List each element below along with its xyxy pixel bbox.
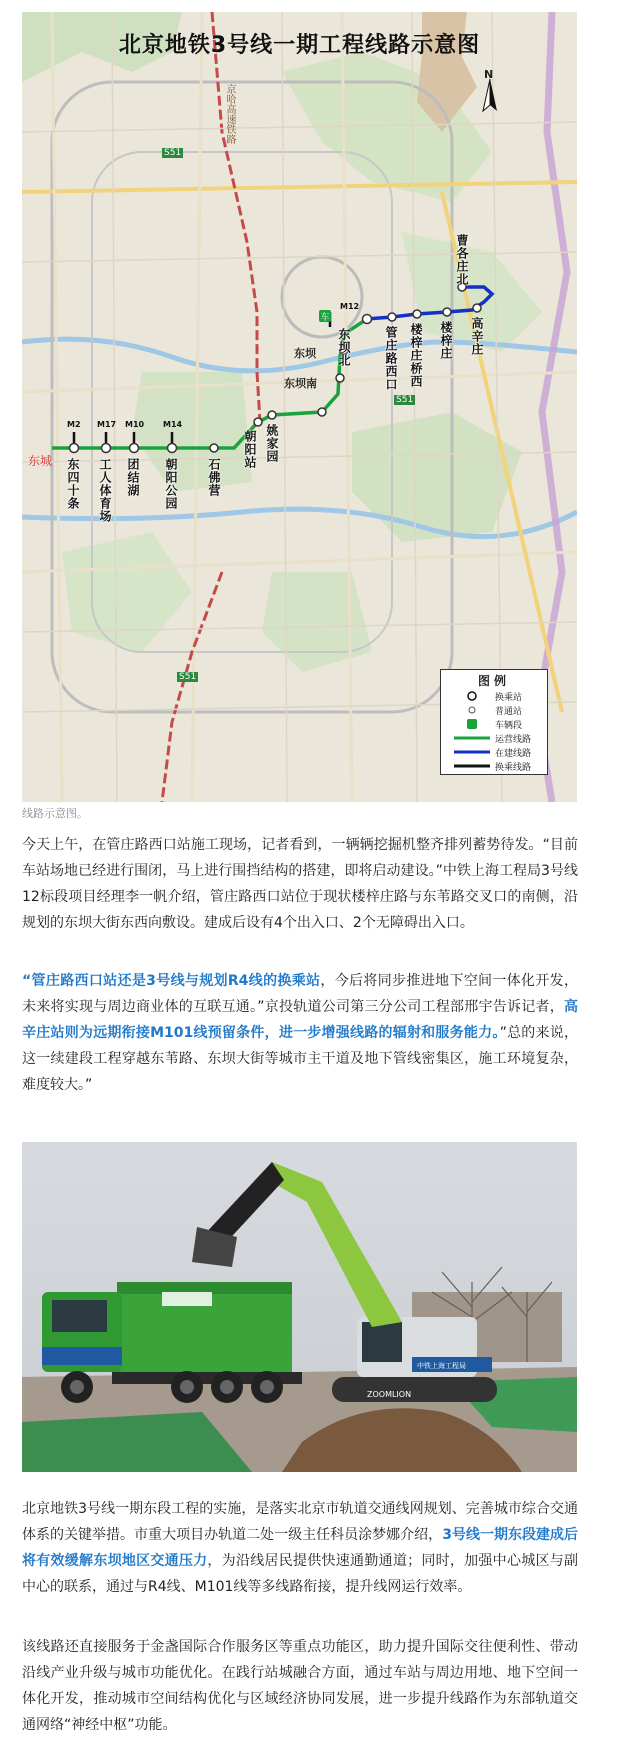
station-dongbanan: 东坝南 <box>284 377 317 390</box>
construction-line-swatch <box>452 749 492 755</box>
line-tag-m2: M2 <box>67 420 81 429</box>
district-label: 东城 <box>28 454 53 468</box>
legend-title: 图例 <box>477 674 510 688</box>
svg-text:车: 车 <box>320 313 330 323</box>
road-label-s51: S51 <box>396 395 414 405</box>
line-tag-m17: M17 <box>97 420 117 429</box>
road-label-s51: S51 <box>179 672 197 682</box>
station-guanzhuanglu-xikou: 管庄路西口 <box>384 326 398 391</box>
station-louzizhuang: 楼梓庄 <box>439 321 453 360</box>
highway-label: 京哈高速铁路 <box>224 84 235 144</box>
station-gongrentiyuchang: 工人体育场 <box>98 458 112 523</box>
transfer-line-swatch <box>452 763 492 769</box>
line-tag-m14: M14 <box>163 420 183 429</box>
excavator-truck-photo <box>22 1142 577 1472</box>
station-shifoying: 石佛营 <box>207 458 221 497</box>
depot-icon <box>465 719 479 729</box>
legend-item-depot: 车辆段 <box>441 717 547 731</box>
highlight-text: 高辛庄站则为远期衔接M101线预留条件，进一步增强线路的辐射和服务能力。 <box>22 999 578 1041</box>
transfer-station-icon <box>465 691 479 701</box>
highlight-text: 3号线一期东段建成后将有效缓解东坝地区交通压力 <box>22 1527 579 1569</box>
legend-item-transfer-line: 换乘线路 <box>441 759 547 773</box>
paragraph-2: “管庄路西口站还是3号线与规划R4线的换乘站，今后将同步推进地下空间一体化开发，未来将实现与周边商业体的互联互通。”京投轨道公司第三分公司工程部邢宇告诉记者，高辛庄站则为远期衔接M101线预留条件，进一步增强线路的辐射和服务能力。”总的来说，这一续建段工程穿越东苇路、东坝大街等城市主干道及地下管线密集区，施工环境复杂，难度较大。” <box>22 973 578 1093</box>
excavator-brand-text: ZOOMLION <box>367 1390 412 1399</box>
station-yaojiayuan: 姚家园 <box>265 424 279 463</box>
paragraph-1: 今天上午，在管庄路西口站施工现场，记者看到，一辆辆挖掘机整齐排列蓄势待发。“目前车站场地已经进行围闭，马上进行围挡结构的搭建，即将启动建设。”中铁上海工程局3号线12标段项目经理李一帆介绍，管庄路西口站位于现状楼梓庄路与东苇路交叉口的南侧，沿规划的东坝大街东西向敷设。建成后设有4个出入口、2个无障碍出入口。 <box>22 837 578 931</box>
station-louzizhuang-qiaoxi: 楼梓庄桥西 <box>409 323 423 388</box>
north-label: N <box>484 68 494 81</box>
station-chaoyangzhan: 朝阳站 <box>243 430 257 469</box>
map-legend <box>440 669 548 775</box>
highlight-text: “管庄路西口站还是3号线与规划R4线的换乘站 <box>22 973 321 989</box>
construction-photo <box>22 1142 577 1472</box>
operating-line-swatch <box>452 735 492 741</box>
legend-item-construction-line: 在建线路 <box>441 745 547 759</box>
company-text: 中铁上海工程局 <box>417 1362 466 1370</box>
road-label-s51: S51 <box>164 148 182 158</box>
station-tuanjiehu: 团结湖 <box>126 458 140 497</box>
legend-item-normal-station: 普通站 <box>441 703 547 717</box>
paragraph-4: 该线路还直接服务于金盏国际合作服务区等重点功能区，助力提升国际交往便利性、带动沿线产业升级与城市功能优化。在践行站城融合方面，通过车站与周边用地、地下空间一体化开发，推动城市空间结构优化与区域经济协同发展，进一步提升线路作为东部轨道交通网络“神经中枢”功能。 <box>22 1639 578 1733</box>
station-caogezhuangbei: 曹各庄北 <box>455 234 469 286</box>
station-chaoyanggongyuan: 朝阳公园 <box>164 458 178 510</box>
legend-item-transfer-station: 换乘站 <box>441 689 547 703</box>
line-tag-m10: M10 <box>125 420 145 429</box>
normal-station-icon <box>465 705 479 715</box>
legend-item-operating-line: 运营线路 <box>441 731 547 745</box>
station-dongbabei: 东坝北 <box>337 328 351 367</box>
station-dongba: 东坝 <box>294 347 316 360</box>
station-gaoxinzhuang: 高辛庄 <box>470 317 484 356</box>
station-dongsishitiao: 东四十条 <box>66 458 80 510</box>
map-title: 北京地铁3号线一期工程线路示意图 <box>118 33 481 58</box>
line-tag-m12: M12 <box>340 302 360 311</box>
route-map <box>22 12 577 802</box>
paragraph-3: 北京地铁3号线一期东段工程的实施，是落实北京市轨道交通线网规划、完善城市综合交通体系的关键举措。市重大项目办轨道二处一级主任科员涂梦娜介绍，3号线一期东段建成后将有效缓解东坝地区交通压力，为沿线居民提供快速通勤通道；同时，加强中心城区与副中心的联系，通过与R4线、M101线等多线路衔接，提升线网运行效率。 <box>22 1501 579 1595</box>
figure-caption: 线路示意图。 <box>22 807 88 820</box>
